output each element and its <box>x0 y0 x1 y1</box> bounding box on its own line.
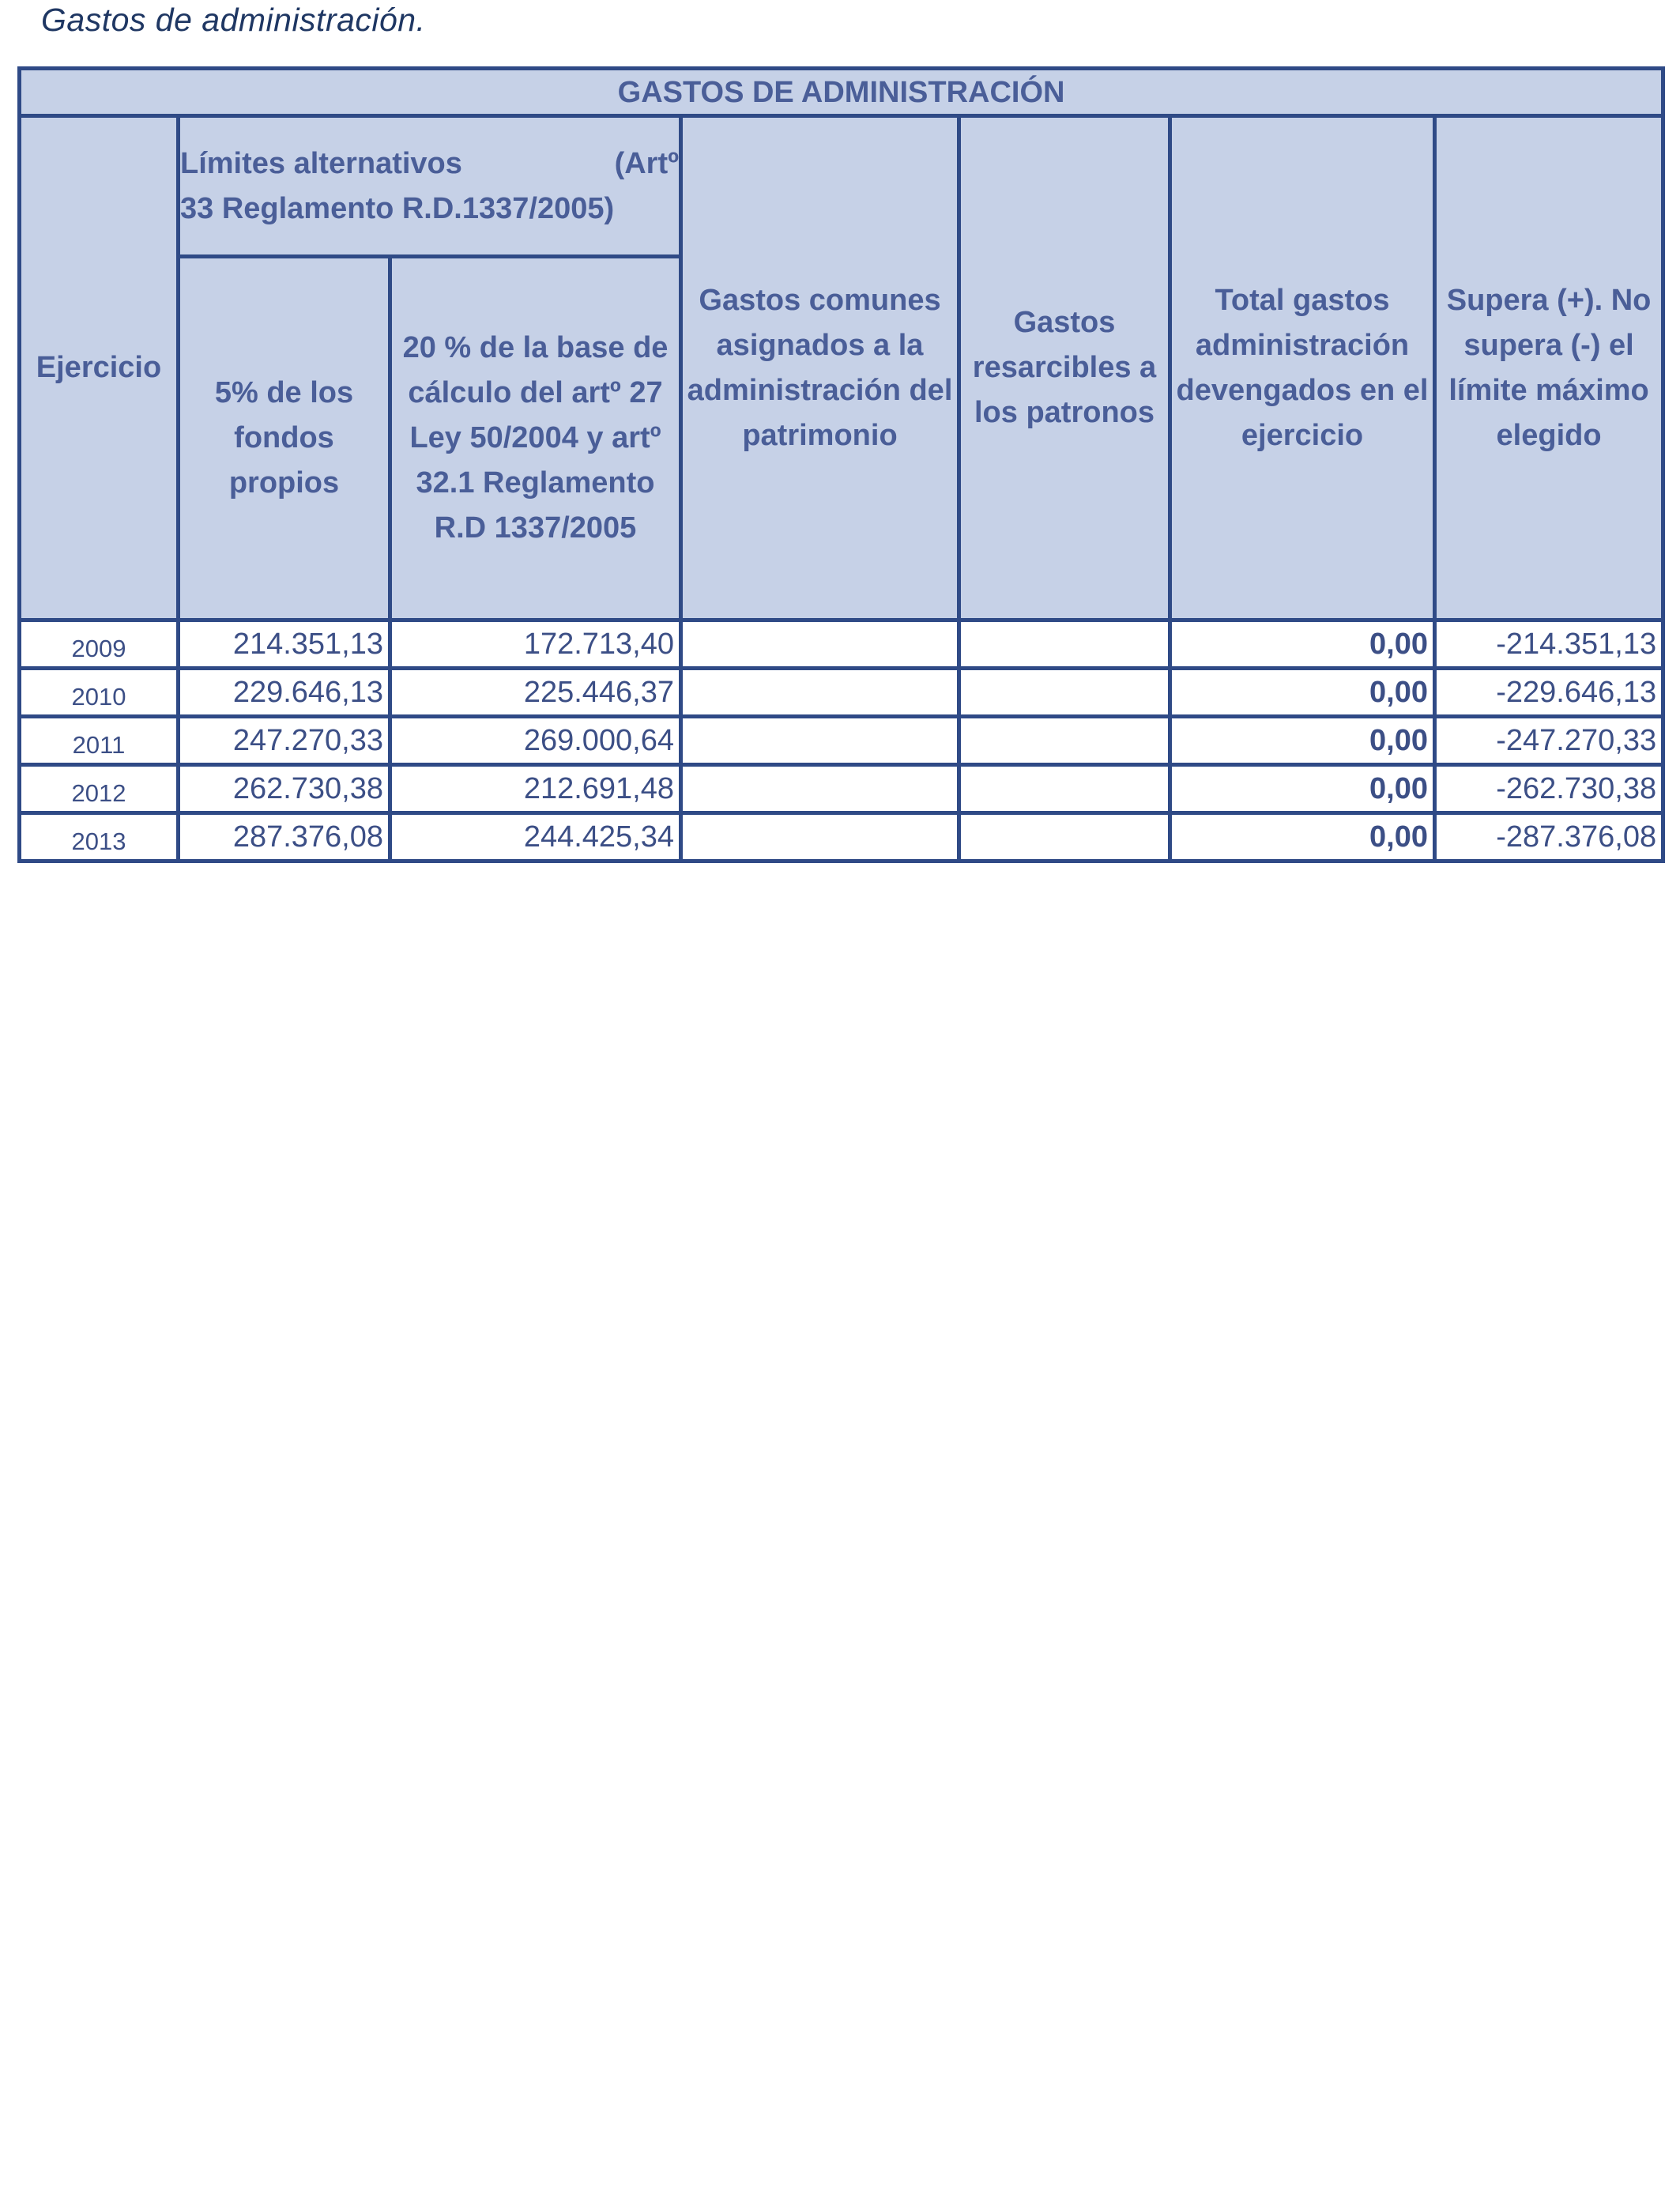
header-line: administración del <box>687 373 953 407</box>
cell-supera: -247.270,33 <box>1435 717 1663 765</box>
cell-base: 244.425,34 <box>390 813 681 861</box>
header-gastos-comunes <box>681 116 959 620</box>
header-line: ejercicio <box>1241 418 1364 452</box>
cell-supera: -214.351,13 <box>1435 620 1663 669</box>
header-limites-line1-left: Límites alternativos <box>180 146 462 180</box>
header-line: 5% de los <box>214 376 354 409</box>
header-line: 32.1 Reglamento <box>416 466 655 499</box>
header-line: Gastos comunes <box>699 283 941 317</box>
header-gastos-resarcibles <box>959 116 1170 620</box>
header-fondos-propios <box>179 257 390 620</box>
cell-fondos: 229.646,13 <box>179 669 390 717</box>
admin-expenses-table <box>17 66 1665 863</box>
cell-total: 0,00 <box>1170 717 1435 765</box>
header-line: cálculo del artº 27 <box>408 376 663 409</box>
cell-year: 2010 <box>20 669 179 717</box>
cell-supera: -229.646,13 <box>1435 669 1663 717</box>
cell-fondos: 287.376,08 <box>179 813 390 861</box>
header-line: R.D 1337/2005 <box>434 511 637 545</box>
table-row <box>20 717 1663 765</box>
table-row <box>20 669 1663 717</box>
header-line: Ley 50/2004 y artº <box>409 421 661 454</box>
cell-total: 0,00 <box>1170 669 1435 717</box>
header-total-gastos <box>1170 116 1435 620</box>
cell-base: 269.000,64 <box>390 717 681 765</box>
cell-resarcibles <box>959 765 1170 813</box>
header-line: asignados a la <box>716 328 924 362</box>
header-line: Gastos <box>1013 306 1116 339</box>
cell-comunes <box>681 765 959 813</box>
table-row <box>20 765 1663 813</box>
page-caption: Gastos de administración. <box>41 2 426 38</box>
cell-total: 0,00 <box>1170 813 1435 861</box>
cell-total: 0,00 <box>1170 620 1435 669</box>
cell-resarcibles <box>959 717 1170 765</box>
header-line: resarcibles a <box>972 351 1157 384</box>
header-line: devengados en el <box>1176 373 1429 407</box>
cell-year: 2013 <box>20 813 179 861</box>
cell-base: 225.446,37 <box>390 669 681 717</box>
cell-resarcibles <box>959 813 1170 861</box>
header-base-calculo <box>390 257 681 620</box>
cell-comunes <box>681 717 959 765</box>
cell-comunes <box>681 669 959 717</box>
table-title-row <box>20 69 1663 116</box>
header-line: administración <box>1195 328 1410 362</box>
cell-supera: -262.730,38 <box>1435 765 1663 813</box>
header-line: límite máximo <box>1448 373 1649 407</box>
header-line: Supera (+). No <box>1446 283 1652 317</box>
cell-comunes <box>681 813 959 861</box>
table-row <box>20 620 1663 669</box>
header-line: 20 % de la base de <box>402 331 669 364</box>
cell-resarcibles <box>959 669 1170 717</box>
cell-year: 2011 <box>20 717 179 765</box>
header-line: elegido <box>1496 418 1602 452</box>
header-limites-line1-right: (Artº <box>614 146 679 180</box>
cell-year: 2009 <box>20 620 179 669</box>
cell-supera: -287.376,08 <box>1435 813 1663 861</box>
header-line: propios <box>228 466 340 499</box>
header-limites-line2: 33 Reglamento R.D.1337/2005) <box>180 191 615 225</box>
header-limites-group <box>179 116 681 257</box>
cell-resarcibles <box>959 620 1170 669</box>
header-line: fondos <box>234 421 334 454</box>
header-line: patrimonio <box>742 418 898 452</box>
table-row <box>20 813 1663 861</box>
cell-fondos: 262.730,38 <box>179 765 390 813</box>
cell-fondos: 214.351,13 <box>179 620 390 669</box>
header-line: supera (-) el <box>1463 328 1634 362</box>
header-supera <box>1435 116 1663 620</box>
cell-year: 2012 <box>20 765 179 813</box>
table-title: GASTOS DE ADMINISTRACIÓN <box>20 69 1663 116</box>
cell-base: 212.691,48 <box>390 765 681 813</box>
cell-fondos: 247.270,33 <box>179 717 390 765</box>
header-row-1 <box>20 116 1663 257</box>
cell-total: 0,00 <box>1170 765 1435 813</box>
header-line: Total gastos <box>1215 283 1390 317</box>
cell-base: 172.713,40 <box>390 620 681 669</box>
header-ejercicio: Ejercicio <box>20 116 179 620</box>
header-line: los patronos <box>974 396 1155 429</box>
cell-comunes <box>681 620 959 669</box>
